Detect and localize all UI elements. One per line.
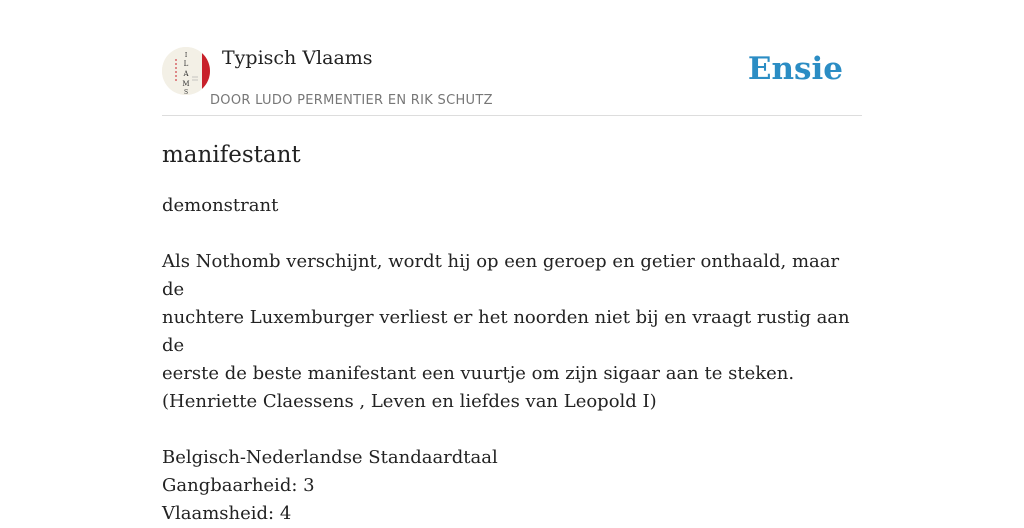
entry-body	[162, 192, 862, 528]
svg-text:L: L	[183, 60, 189, 68]
entry-header	[162, 0, 862, 116]
dictionary-title[interactable]: Typisch Vlaams	[222, 47, 373, 69]
example-line: nuchtere Luxemburger verliest er het noorden niet bij en vraagt rustig aan de	[162, 307, 850, 356]
svg-text:A: A	[183, 70, 189, 78]
ensie-logo-link[interactable]: Ensie	[747, 51, 843, 87]
entry-vlaamsheid: Vlaamsheid: 4	[162, 503, 292, 524]
entry-definition: demonstrant	[162, 195, 279, 216]
dictionary-authors: DOOR LUDO PERMENTIER EN RIK SCHUTZ	[210, 93, 493, 108]
entry-gangbaarheid: Gangbaarheid: 3	[162, 475, 315, 496]
svg-text:M: M	[182, 80, 190, 88]
spacer	[162, 220, 862, 248]
entry-card	[162, 0, 862, 524]
spacer	[162, 416, 862, 444]
example-source: (Henriette Claessens , Leven en liefdes van Leopold I)	[162, 391, 657, 412]
svg-text:I: I	[184, 52, 188, 59]
example-line: Als Nothomb verschijnt, wordt hij op een geroep en getier onthaald, maar de	[162, 251, 840, 300]
svg-text:S: S	[183, 89, 189, 95]
dictionary-cover-icon[interactable]	[162, 47, 210, 95]
example-line: eerste de beste manifestant een vuurtje om zijn sigaar aan te steken.	[162, 363, 795, 384]
entry-term: manifestant	[162, 142, 301, 168]
entry-language: Belgisch-Nederlandse Standaardtaal	[162, 447, 498, 468]
